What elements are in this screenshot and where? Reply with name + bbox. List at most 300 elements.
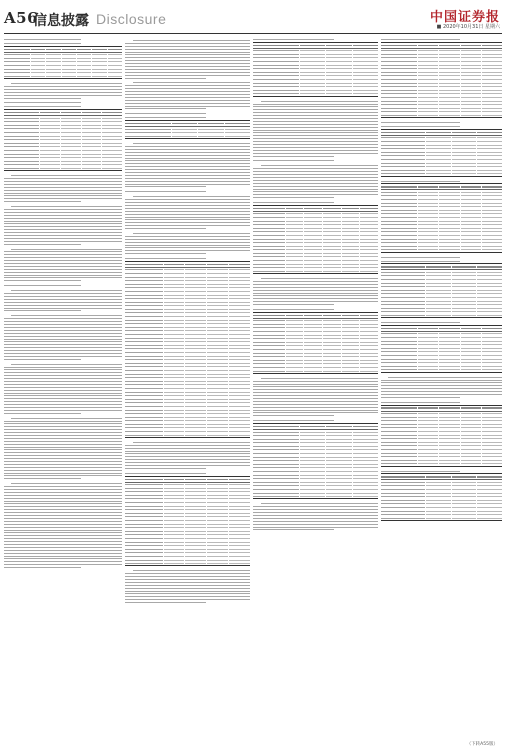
table-cell (164, 309, 185, 310)
table-cell (342, 239, 360, 240)
table-cell (482, 249, 502, 250)
table-cell (452, 145, 477, 146)
table-cell (353, 478, 378, 479)
table-cell (381, 308, 425, 309)
table-cell (461, 235, 481, 236)
table-cell (482, 72, 502, 73)
table-cell (381, 359, 417, 360)
table-cell (164, 435, 185, 436)
table-cell (477, 148, 502, 149)
table-cell (418, 86, 438, 87)
table-cell (4, 72, 30, 73)
table-cell (426, 311, 451, 312)
table-cell (482, 355, 502, 356)
table-cell (304, 324, 322, 325)
table-cell (353, 435, 378, 436)
table-cell (323, 231, 341, 232)
table-cell (482, 210, 502, 211)
table-cell (125, 287, 163, 288)
data-table (125, 120, 250, 139)
table-cell (381, 279, 425, 280)
table-cell (164, 366, 185, 367)
table-cell (418, 417, 438, 418)
table-cell (323, 324, 341, 325)
table-cell (360, 353, 378, 354)
table-cell (229, 509, 250, 510)
table-cell (439, 203, 459, 204)
table-cell (482, 228, 502, 229)
table-cell (326, 478, 351, 479)
table-row (381, 516, 502, 520)
table-cell (426, 152, 451, 153)
table-cell (164, 277, 185, 278)
table-cell (418, 228, 438, 229)
table-cell (418, 333, 438, 334)
table-cell (207, 309, 228, 310)
table-cell (125, 402, 163, 403)
table-cell (381, 511, 425, 512)
table-cell (304, 342, 322, 343)
table-cell (125, 484, 163, 485)
table-cell (452, 489, 477, 490)
table-cell (108, 65, 122, 66)
table-cell (439, 333, 459, 334)
table-cell (418, 435, 438, 436)
table-cell (477, 132, 502, 133)
table-cell (342, 224, 360, 225)
table-cell (439, 362, 459, 363)
table-cell (452, 163, 477, 164)
table-cell (253, 471, 299, 472)
table-cell (353, 83, 378, 84)
table-cell (326, 50, 351, 51)
table-cell (452, 485, 477, 486)
text-paragraph (4, 417, 122, 481)
table-cell (61, 157, 81, 158)
table-cell (482, 435, 502, 436)
table-cell (342, 231, 360, 232)
table-cell (381, 152, 425, 153)
table-cell (461, 249, 481, 250)
table-cell (304, 338, 322, 339)
table-cell (439, 369, 459, 370)
table-cell (439, 217, 459, 218)
table-cell (253, 475, 299, 476)
table-cell (326, 485, 351, 486)
table-cell (323, 349, 341, 350)
table-cell (82, 164, 102, 165)
table-cell (323, 253, 341, 254)
table-cell (207, 413, 228, 414)
table-cell (461, 192, 481, 193)
table-cell (326, 72, 351, 73)
table-cell (477, 496, 502, 497)
table-cell (439, 242, 459, 243)
table-row (253, 495, 378, 499)
table-cell (300, 83, 325, 84)
table-cell (125, 370, 163, 371)
table-cell (326, 464, 351, 465)
table-cell (452, 152, 477, 153)
table-cell (342, 335, 360, 336)
table-cell (185, 388, 206, 389)
table-cell (381, 104, 417, 105)
table-cell (229, 280, 250, 281)
table-cell (185, 527, 206, 528)
table-cell (4, 61, 30, 62)
table-cell (61, 125, 81, 126)
table-cell (381, 463, 417, 464)
table-cell (185, 309, 206, 310)
table-cell (461, 101, 481, 102)
text-paragraph (4, 248, 122, 283)
table-cell (286, 345, 304, 346)
table-cell (300, 467, 325, 468)
table-cell (62, 49, 76, 50)
table-cell (185, 531, 206, 532)
table-cell (185, 374, 206, 375)
table-cell (300, 50, 325, 51)
data-table (253, 312, 378, 374)
table-cell (172, 132, 197, 133)
table-cell (125, 531, 163, 532)
table-cell (253, 482, 299, 483)
table-cell (125, 545, 163, 546)
table-cell (381, 328, 417, 329)
table-cell (185, 516, 206, 517)
text-paragraph (125, 441, 250, 470)
table-cell (125, 520, 163, 521)
table-cell (360, 320, 378, 321)
table-cell (207, 402, 228, 403)
table-cell (164, 280, 185, 281)
table-cell (286, 327, 304, 328)
table-cell (360, 224, 378, 225)
table-cell (164, 424, 185, 425)
table-cell (323, 315, 341, 316)
table-cell (342, 260, 360, 261)
table-cell (164, 264, 185, 265)
table-cell (125, 498, 163, 499)
table-cell (4, 132, 39, 133)
table-cell (286, 253, 304, 254)
table-cell (207, 560, 228, 561)
table-cell (342, 367, 360, 368)
table-cell (477, 485, 502, 486)
table-cell (125, 264, 163, 265)
table-cell (353, 493, 378, 494)
table-cell (207, 298, 228, 299)
table-cell (164, 531, 185, 532)
table-cell (360, 367, 378, 368)
table-cell (418, 337, 438, 338)
table-cell (125, 410, 163, 411)
table-cell (125, 320, 163, 321)
table-cell (439, 61, 459, 62)
table-cell (381, 206, 417, 207)
table-cell (418, 57, 438, 58)
table-cell (418, 65, 438, 66)
table-cell (326, 471, 351, 472)
table-cell (229, 264, 250, 265)
table-cell (40, 157, 60, 158)
table-cell (125, 359, 163, 360)
table-unit-note (381, 260, 502, 263)
table-cell (253, 231, 285, 232)
table-cell (164, 384, 185, 385)
table-cell (125, 424, 163, 425)
table-cell (461, 203, 481, 204)
table-cell (125, 506, 163, 507)
table-cell (426, 518, 451, 519)
section-heading (125, 190, 250, 194)
table-cell (461, 431, 481, 432)
table-cell (229, 520, 250, 521)
table-cell (381, 275, 425, 276)
table-cell (164, 491, 185, 492)
table-cell (381, 108, 417, 109)
table-cell (253, 342, 285, 343)
table-cell (77, 61, 91, 62)
table-cell (326, 496, 351, 497)
table-cell (229, 309, 250, 310)
table-cell (353, 65, 378, 66)
table-cell (353, 460, 378, 461)
table-cell (452, 159, 477, 160)
table-cell (418, 221, 438, 222)
table-cell (300, 65, 325, 66)
table-cell (477, 293, 502, 294)
table-cell (381, 514, 425, 515)
table-cell (61, 164, 81, 165)
table-cell (185, 370, 206, 371)
table-cell (360, 208, 378, 209)
table-cell (185, 334, 206, 335)
table-cell (164, 381, 185, 382)
table-cell (4, 154, 39, 155)
table-cell (164, 534, 185, 535)
table-cell (185, 384, 206, 385)
table-cell (360, 235, 378, 236)
table-cell (452, 283, 477, 284)
table-cell (477, 301, 502, 302)
text-paragraph (253, 377, 378, 417)
table-cell (125, 363, 163, 364)
table-cell (207, 277, 228, 278)
table-cell (207, 520, 228, 521)
table-cell (439, 424, 459, 425)
table-cell (342, 345, 360, 346)
table-unit-note (381, 38, 502, 41)
table-cell (452, 155, 477, 156)
table-cell (426, 163, 451, 164)
table-cell (108, 49, 122, 50)
table-cell (482, 242, 502, 243)
table-cell (229, 545, 250, 546)
table-cell (164, 298, 185, 299)
table-cell (360, 356, 378, 357)
table-cell (381, 195, 417, 196)
table-cell (185, 435, 206, 436)
table-cell (82, 136, 102, 137)
table-cell (300, 475, 325, 476)
table-cell (461, 50, 481, 51)
table-cell (452, 293, 477, 294)
table-cell (253, 324, 285, 325)
table-cell (439, 97, 459, 98)
table-cell (172, 123, 197, 124)
table-cell (164, 524, 185, 525)
table-cell (461, 72, 481, 73)
table-cell (381, 115, 417, 116)
table-cell (326, 426, 351, 427)
text-line (253, 303, 378, 306)
table-cell (102, 118, 122, 119)
table-cell (253, 489, 299, 490)
table-cell (125, 345, 163, 346)
table-cell (164, 402, 185, 403)
table-cell (286, 371, 304, 372)
table-cell (229, 556, 250, 557)
table-cell (342, 324, 360, 325)
table-cell (185, 295, 206, 296)
table-cell (253, 75, 299, 76)
table-cell (286, 324, 304, 325)
table-cell (482, 108, 502, 109)
table-cell (300, 496, 325, 497)
table-cell (418, 453, 438, 454)
table-cell (185, 302, 206, 303)
table-cell (418, 224, 438, 225)
table-cell (326, 61, 351, 62)
table-cell (418, 75, 438, 76)
table-cell (360, 217, 378, 218)
table-cell (164, 549, 185, 550)
table-cell (82, 157, 102, 158)
table-cell (198, 123, 223, 124)
table-cell (185, 280, 206, 281)
newspaper-masthead: 中国证券报 (429, 10, 500, 25)
table-cell (477, 155, 502, 156)
table-cell (426, 275, 451, 276)
table-cell (102, 112, 122, 113)
text-paragraph (125, 195, 250, 230)
table-cell (360, 335, 378, 336)
table-cell (102, 132, 122, 133)
text-line (4, 279, 122, 282)
table-cell (452, 482, 477, 483)
text-line (4, 412, 122, 415)
table-cell (323, 356, 341, 357)
table-cell (229, 410, 250, 411)
table-cell (461, 75, 481, 76)
table-cell (439, 195, 459, 196)
table-cell (418, 206, 438, 207)
table-cell (439, 445, 459, 446)
table-cell (439, 104, 459, 105)
table-cell (418, 431, 438, 432)
table-cell (323, 335, 341, 336)
text-paragraph (253, 502, 378, 531)
table-cell (253, 496, 299, 497)
table-cell (381, 192, 417, 193)
table-cell (482, 79, 502, 80)
table-cell (185, 413, 206, 414)
table-cell (452, 493, 477, 494)
table-cell (452, 166, 477, 167)
table-cell (418, 83, 438, 84)
table-cell (461, 246, 481, 247)
table-cell (482, 366, 502, 367)
table-cell (381, 315, 425, 316)
table-cell (229, 484, 250, 485)
table-cell (40, 112, 60, 113)
table-cell (125, 352, 163, 353)
table-cell (477, 283, 502, 284)
table-cell (207, 420, 228, 421)
table-cell (477, 311, 502, 312)
table-cell (426, 159, 451, 160)
table-cell (207, 410, 228, 411)
table-cell (253, 249, 285, 250)
table-cell (381, 493, 425, 494)
table-cell (185, 338, 206, 339)
table-cell (185, 420, 206, 421)
table-cell (102, 154, 122, 155)
table-cell (286, 246, 304, 247)
table-cell (300, 426, 325, 427)
table-cell (452, 301, 477, 302)
table-cell (381, 355, 417, 356)
table-unit-note (4, 42, 122, 45)
table-cell (207, 479, 228, 480)
table-cell (360, 228, 378, 229)
table-cell (253, 353, 285, 354)
table-cell (323, 353, 341, 354)
table-cell (353, 485, 378, 486)
text-line (125, 467, 250, 470)
table-cell (185, 506, 206, 507)
table-cell (342, 327, 360, 328)
table-cell (185, 298, 206, 299)
table-cell (61, 150, 81, 151)
table-cell (381, 45, 417, 46)
table-cell (31, 58, 45, 59)
table-cell (418, 54, 438, 55)
table-cell (418, 344, 438, 345)
table-cell (62, 58, 76, 59)
data-table (381, 42, 502, 118)
table-cell (300, 61, 325, 62)
table-cell (164, 320, 185, 321)
table-cell (482, 213, 502, 214)
table-cell (381, 297, 425, 298)
text-paragraph (125, 232, 250, 255)
table-cell (381, 148, 425, 149)
table-unit-note (253, 38, 378, 41)
table-cell (253, 467, 299, 468)
table-cell (342, 320, 360, 321)
table-cell (482, 424, 502, 425)
table-cell (286, 331, 304, 332)
table-cell (326, 489, 351, 490)
table-cell (207, 498, 228, 499)
table-cell (185, 352, 206, 353)
table-cell (381, 210, 417, 211)
table-cell (426, 170, 451, 171)
table-cell (482, 68, 502, 69)
table-cell (439, 90, 459, 91)
